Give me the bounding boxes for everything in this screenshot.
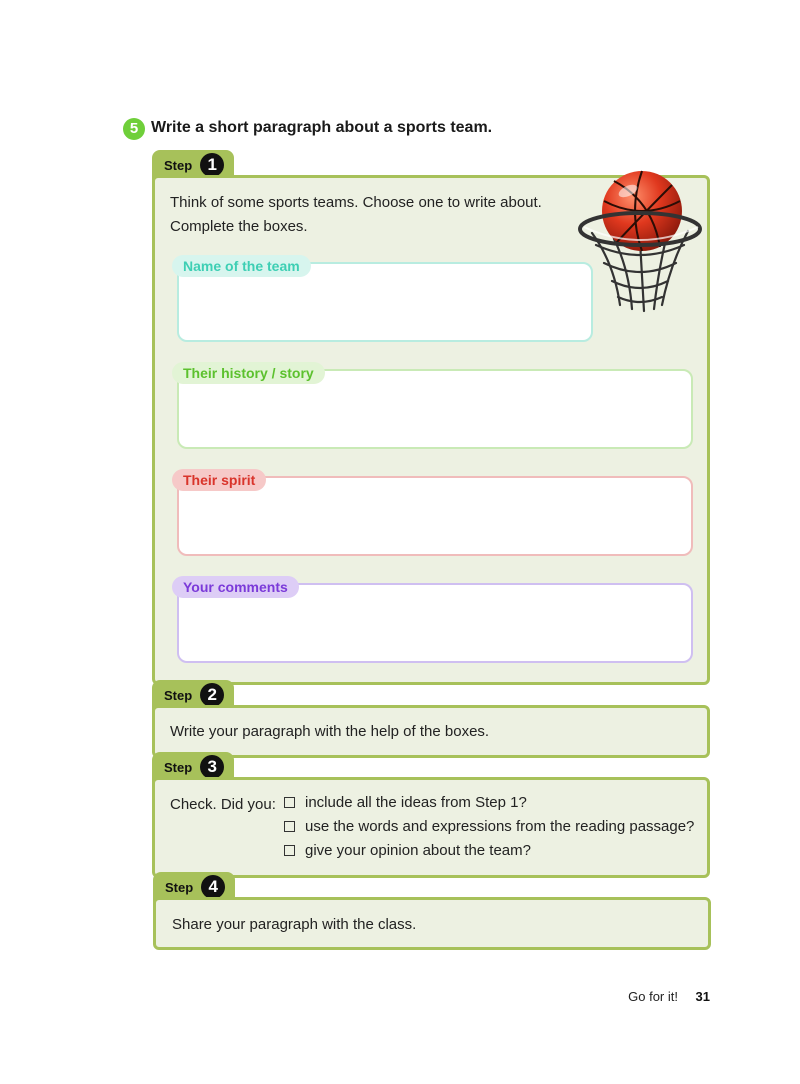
- page-number: 31: [695, 989, 710, 1004]
- step-3-panel: [152, 777, 710, 878]
- checklist-item-3[interactable]: [284, 842, 531, 859]
- step-4-text: Share your paragraph with the class.: [172, 916, 417, 933]
- checklist-item-1-text: include all the ideas from Step 1?: [305, 794, 527, 811]
- book-title: Go for it!: [628, 989, 678, 1004]
- step-3-lead: Check. Did you:: [170, 796, 276, 813]
- step-2-number: 2: [200, 683, 224, 707]
- step-4-panel: [153, 897, 711, 950]
- team-name-label: Name of the team: [172, 255, 311, 277]
- step-1-word: Step: [164, 157, 193, 173]
- step-2-text: Write your paragraph with the help of the boxes.: [170, 723, 490, 740]
- checklist-item-2-text: use the words and expressions from the reading passage?: [305, 818, 695, 835]
- checkbox[interactable]: [284, 797, 295, 808]
- checkbox[interactable]: [284, 821, 295, 832]
- team-history-label: Their history / story: [172, 362, 325, 384]
- checklist-item-1[interactable]: [284, 794, 527, 811]
- exercise-title: Write a short paragraph about a sports team.: [151, 119, 493, 136]
- step-3-number: 3: [200, 755, 224, 779]
- step-1-number: 1: [200, 153, 224, 177]
- step-3-word: Step: [164, 759, 193, 775]
- basketball-hoop-icon: [574, 165, 708, 315]
- exercise-number-badge: 5: [123, 118, 145, 140]
- step-2-panel: [152, 705, 710, 758]
- step-4-word: Step: [165, 879, 194, 895]
- your-comments-label: Your comments: [172, 576, 299, 598]
- checkbox[interactable]: [284, 845, 295, 856]
- checklist-item-2[interactable]: [284, 818, 694, 835]
- step-4-number: 4: [201, 875, 225, 899]
- checklist-item-3-text: give your opinion about the team?: [305, 842, 531, 859]
- step-1-instruction-line-2: Complete the boxes.: [170, 218, 308, 235]
- team-spirit-label: Their spirit: [172, 469, 266, 491]
- step-1-instruction-line-1: Think of some sports teams. Choose one to write about.: [170, 194, 542, 211]
- step-2-word: Step: [164, 687, 193, 703]
